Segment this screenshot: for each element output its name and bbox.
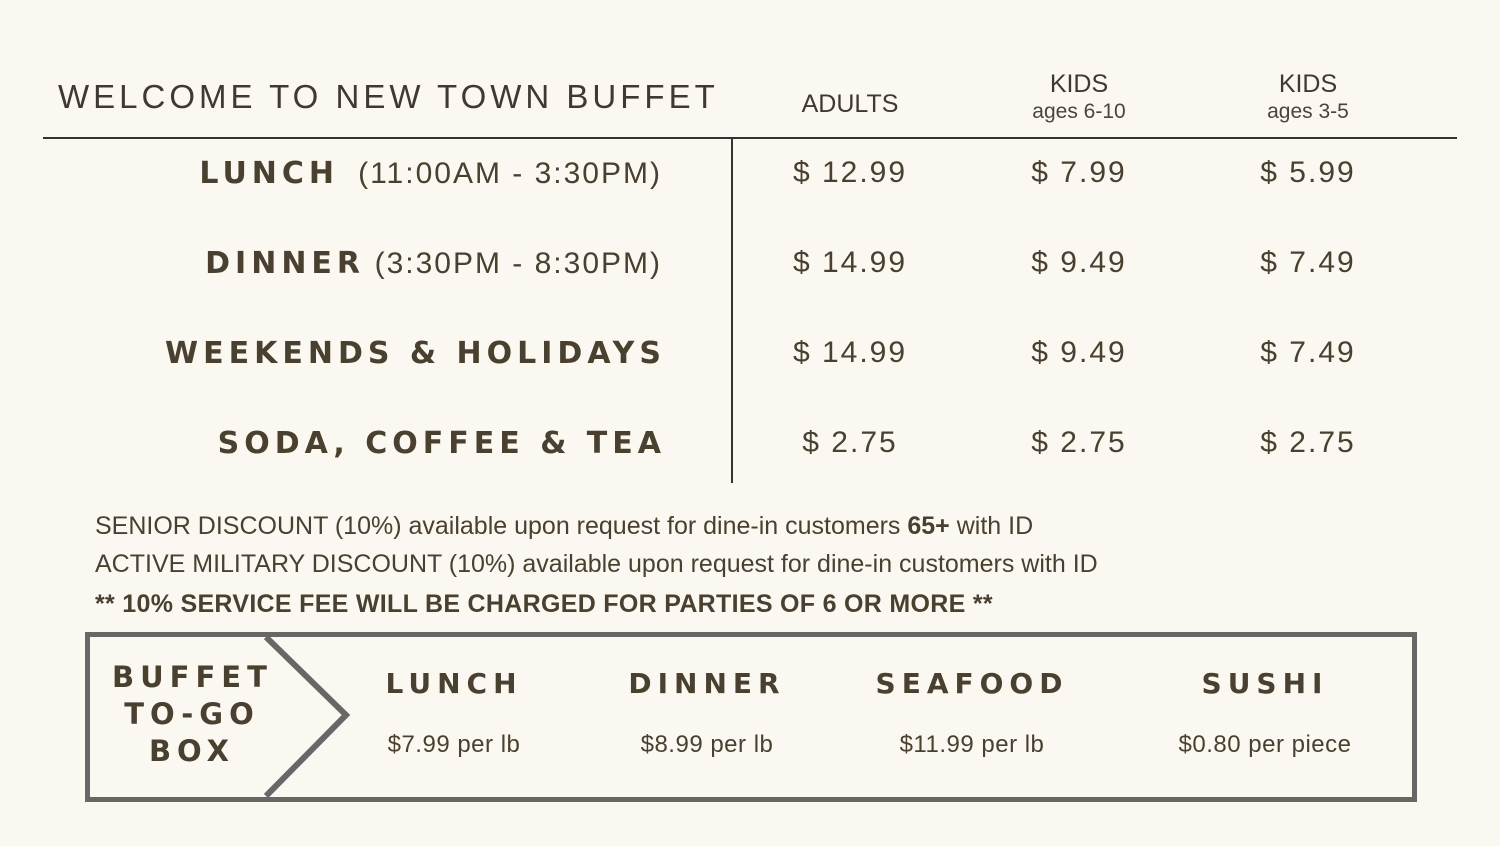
military-discount-note: ACTIVE MILITARY DISCOUNT (10%) available upon request for dine-in customers with ID bbox=[95, 550, 1098, 578]
togo-title-line: TO-GO bbox=[124, 697, 260, 731]
meal-hours: (3:30PM - 8:30PM) bbox=[374, 247, 662, 280]
price-lunch-adults: $ 12.99 bbox=[792, 156, 908, 189]
price-lunch-kids-6-10: $ 7.99 bbox=[1031, 156, 1127, 189]
price-weekends-kids-3-5: $ 7.49 bbox=[1260, 336, 1356, 369]
price-weekends-kids-6-10: $ 9.49 bbox=[1031, 336, 1127, 369]
meal-name: WEEKENDS & HOLIDAYS bbox=[165, 336, 666, 371]
note-text: with ID bbox=[949, 512, 1034, 540]
togo-item-lunch-price: $7.99 per lb bbox=[387, 731, 521, 758]
service-fee-note: ** 10% SERVICE FEE WILL BE CHARGED FOR PARTIES OF 6 OR MORE ** bbox=[95, 590, 993, 618]
togo-title bbox=[112, 659, 272, 770]
price-dinner-kids-6-10: $ 9.49 bbox=[1031, 246, 1127, 279]
column-header-label: ADULTS bbox=[801, 90, 899, 118]
column-header-label: KIDS bbox=[1278, 70, 1338, 98]
price-drinks-kids-6-10: $ 2.75 bbox=[1031, 426, 1127, 459]
price-dinner-kids-3-5: $ 7.49 bbox=[1260, 246, 1356, 279]
price-weekends-adults: $ 14.99 bbox=[792, 336, 908, 369]
price-dinner-adults: $ 14.99 bbox=[792, 246, 908, 279]
togo-item-seafood-price: $11.99 per lb bbox=[899, 731, 1045, 758]
column-header-age-range: ages 3-5 bbox=[1267, 100, 1349, 123]
meal-hours: (11:00AM - 3:30PM) bbox=[358, 157, 662, 190]
column-header-age-range: ages 6-10 bbox=[1032, 100, 1126, 123]
togo-title-line: BOX bbox=[148, 734, 236, 768]
togo-item-dinner-price: $8.99 per lb bbox=[640, 731, 774, 758]
meal-name: SODA, COFFEE & TEA bbox=[217, 426, 666, 461]
meal-name: LUNCH bbox=[199, 156, 340, 191]
togo-item-sushi-price: $0.80 per piece bbox=[1178, 731, 1352, 758]
price-drinks-adults: $ 2.75 bbox=[802, 426, 898, 459]
column-header-label: KIDS bbox=[1049, 70, 1109, 98]
price-drinks-kids-3-5: $ 2.75 bbox=[1260, 426, 1356, 459]
togo-item-sushi-name: SUSHI bbox=[1201, 667, 1329, 700]
note-age-highlight: 65+ bbox=[907, 512, 950, 540]
meal-name: DINNER bbox=[205, 246, 366, 281]
note-text: SENIOR DISCOUNT (10%) available upon request for dine-in customers bbox=[95, 512, 908, 540]
page-title: WELCOME TO NEW TOWN BUFFET bbox=[58, 78, 719, 115]
togo-title-line: BUFFET bbox=[112, 660, 273, 694]
togo-item-dinner-name: DINNER bbox=[628, 667, 786, 700]
togo-item-lunch-name: LUNCH bbox=[385, 667, 523, 700]
togo-item-seafood-name: SEAFOOD bbox=[875, 667, 1069, 700]
price-lunch-kids-3-5: $ 5.99 bbox=[1260, 156, 1356, 189]
